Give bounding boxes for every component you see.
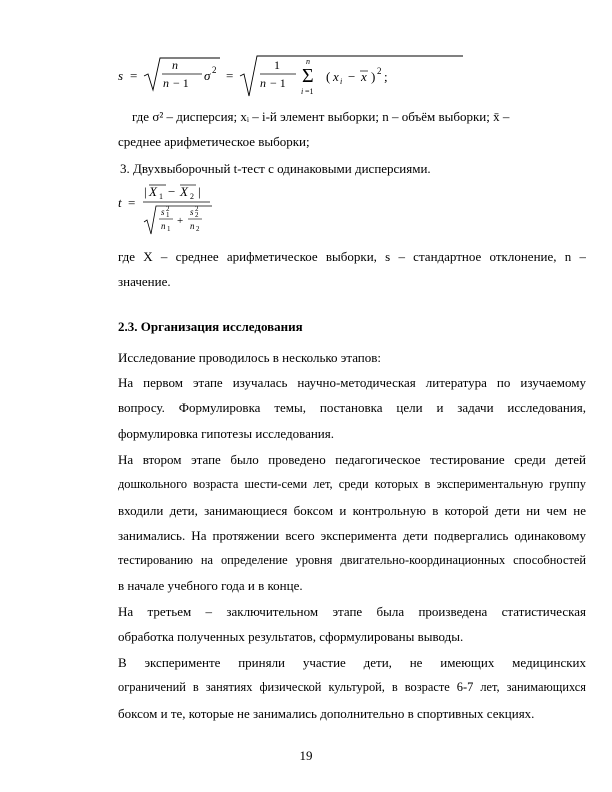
ttest-formula: [114, 180, 244, 240]
svg-text:2: 2: [166, 205, 170, 213]
svg-text:1: 1: [159, 192, 163, 201]
svg-text:X: X: [149, 184, 157, 199]
paragraph-stage-2: [118, 447, 586, 599]
paragraph-stage-1: [118, 370, 586, 446]
paragraph-line: На втором этапе было проведено педагогическое тестирование среди детей: [118, 452, 586, 467]
ttest-legend-line-2: значение.: [118, 274, 171, 290]
svg-text:Σ: Σ: [302, 65, 314, 87]
paragraph-line: На первом этапе изучалась научно-методическая литература по изучаемому: [118, 375, 586, 390]
paragraph-line: На третьем – заключительном этапе была произведена статистическая: [118, 604, 586, 619]
svg-text:2: 2: [195, 205, 199, 213]
svg-text:1: 1: [274, 58, 280, 72]
svg-text:− 1: − 1: [173, 76, 189, 90]
svg-text:n: n: [260, 76, 266, 90]
variance-legend-line-1: где σ² – дисперсия; xᵢ – i-й элемент выборки; n – объём выборки; x̄ –: [132, 109, 510, 124]
variance-legend-line-2: среднее арифметическое выборки;: [118, 134, 310, 150]
svg-text:2: 2: [190, 192, 194, 201]
svg-text:=: =: [128, 195, 136, 210]
paragraph-line: боксом и те, которые не занимались дополнительно в спортивных секциях.: [118, 705, 535, 721]
ttest-legend: [118, 244, 586, 295]
svg-text:i: i: [301, 87, 304, 96]
svg-text:2: 2: [196, 225, 200, 233]
svg-text:n: n: [306, 57, 310, 66]
svg-text:s: s: [190, 207, 194, 217]
paragraph-stages-intro: [118, 345, 586, 370]
svg-text:;: ;: [384, 69, 388, 84]
svg-text:i: i: [340, 77, 343, 86]
svg-text:): ): [371, 69, 376, 84]
section-heading: 2.3. Организация исследования: [118, 319, 303, 334]
svg-text:x: x: [333, 69, 339, 84]
svg-text:|: |: [198, 184, 201, 199]
svg-text:=: =: [130, 68, 138, 83]
svg-text:σ: σ: [204, 68, 211, 83]
svg-text:=1: =1: [305, 87, 314, 96]
paragraph-line: обработка полученных результатов, сформулированы выводы.: [118, 629, 464, 645]
svg-text:x: x: [361, 69, 367, 84]
variance-legend: [118, 104, 586, 155]
svg-text:n: n: [163, 76, 169, 90]
svg-text:1: 1: [166, 211, 170, 219]
paragraph-line: входили дети, занимающиеся боксом и контрольную в которой дети ни чем не: [118, 502, 586, 518]
svg-text:−: −: [168, 184, 176, 199]
svg-text:(: (: [326, 69, 331, 84]
paragraph-participants: [118, 650, 586, 726]
svg-text:n: n: [190, 221, 195, 231]
svg-text:s: s: [161, 207, 165, 217]
ttest-title-block: [118, 156, 586, 181]
svg-text:|: |: [144, 184, 147, 199]
paragraph-line: тестированию на определение уровня двигательно-координационных способностей: [118, 553, 586, 568]
paragraph-line: вопросу. Формулировка темы, постановка цели и задачи исследования,: [118, 400, 586, 416]
svg-text:1: 1: [167, 225, 171, 233]
svg-text:2: 2: [195, 211, 199, 219]
paragraph-line: В эксперименте приняли участие дети, не имеющих медицинских: [118, 655, 586, 670]
ttest-legend-line-1: где Х – среднее арифметическое выборки, s – стандартное отклонение, n –: [118, 249, 586, 264]
svg-text:n: n: [161, 221, 166, 231]
svg-text:−: −: [348, 69, 356, 84]
paragraph-line: Исследование проводилось в несколько этапов:: [118, 350, 382, 365]
svg-text:2: 2: [212, 65, 217, 75]
paragraph-line: дошкольного возраста шести-семи лет, среди которых в экспериментальную группу: [118, 477, 586, 492]
svg-text:t: t: [118, 195, 122, 210]
svg-text:s: s: [118, 68, 124, 83]
paragraph-line: ограничений в занятиях физической культурой, в возрасте 6-7 лет, занимающихся: [118, 680, 586, 695]
svg-text:+: +: [177, 215, 184, 227]
paragraph-line: формулировка гипотезы исследования.: [118, 425, 334, 441]
svg-text:=: =: [226, 68, 234, 83]
svg-text:− 1: − 1: [270, 76, 286, 90]
paragraph-line: в начале учебного года и в конце.: [118, 578, 303, 594]
svg-text:n: n: [172, 58, 178, 72]
svg-text:2: 2: [377, 66, 382, 76]
svg-text:X: X: [180, 184, 188, 199]
paragraph-stage-3: [118, 599, 586, 650]
page-number: 19: [299, 748, 313, 763]
paragraph-line: занимались. На протяжении всего эксперимента дети подвергались одинаковому: [118, 527, 586, 543]
ttest-title: 3. Двухвыборочный t-тест с одинаковыми дисперсиями.: [120, 161, 431, 176]
std-dev-formula: [108, 54, 488, 104]
